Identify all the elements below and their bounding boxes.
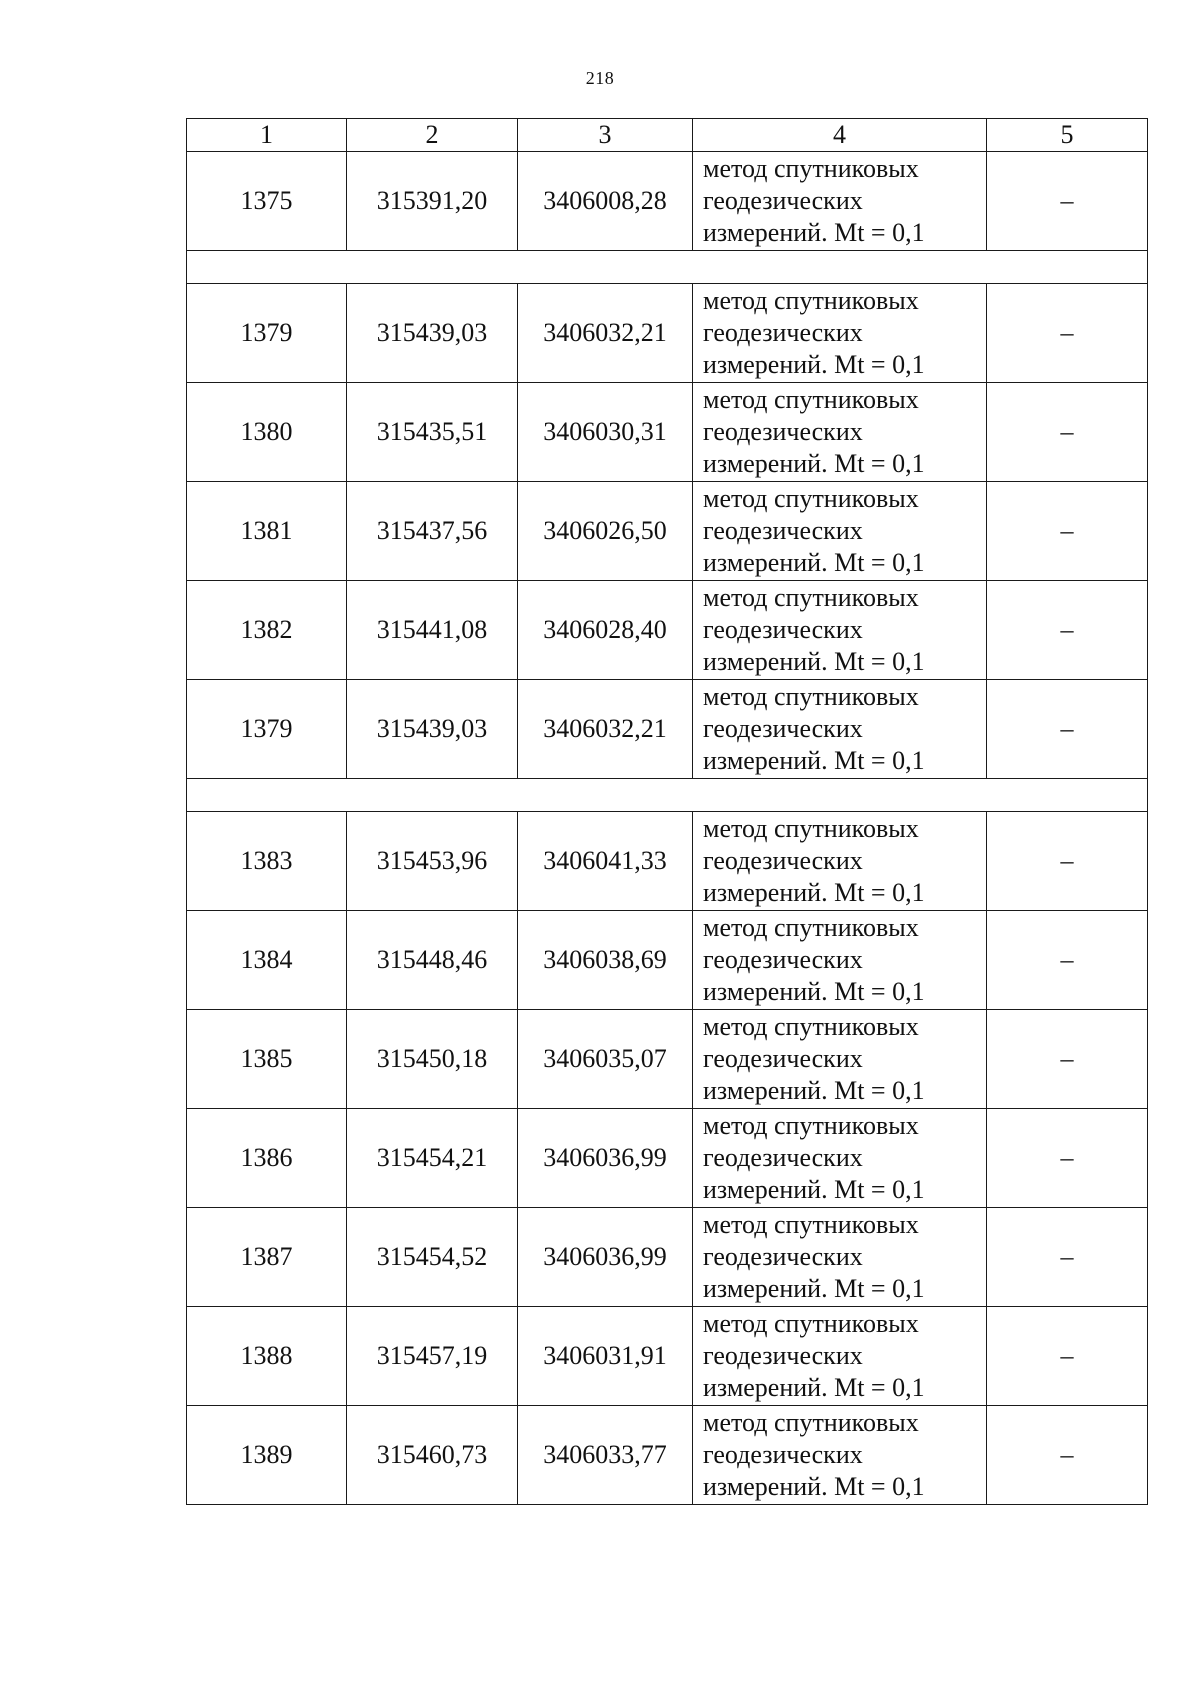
note-cell: – — [987, 284, 1148, 383]
note-cell: – — [987, 812, 1148, 911]
table-row — [187, 812, 1148, 911]
table-body — [187, 119, 1148, 1505]
point-number-cell: 1375 — [187, 152, 347, 251]
method-cell — [693, 1208, 987, 1307]
point-number-cell: 1382 — [187, 581, 347, 680]
method-line: геодезических — [703, 1440, 863, 1469]
method-line: геодезических — [703, 846, 863, 875]
method-line: метод спутниковых — [703, 1309, 919, 1338]
y-coordinate-cell: 3406036,99 — [518, 1109, 693, 1208]
point-number-cell: 1384 — [187, 911, 347, 1010]
separator-cell — [187, 251, 1148, 284]
x-coordinate-cell: 315391,20 — [347, 152, 518, 251]
point-number-cell: 1381 — [187, 482, 347, 581]
method-line: метод спутниковых — [703, 913, 919, 942]
method-line: метод спутниковых — [703, 583, 919, 612]
point-number-cell: 1389 — [187, 1406, 347, 1505]
method-line: метод спутниковых — [703, 814, 919, 843]
method-line: геодезических — [703, 186, 863, 215]
method-line: измерений. Mt = 0,1 — [703, 1274, 925, 1303]
method-line: измерений. Mt = 0,1 — [703, 218, 925, 247]
y-coordinate-cell: 3406030,31 — [518, 383, 693, 482]
table-row — [187, 1307, 1148, 1406]
column-header-3: 3 — [518, 119, 693, 152]
y-coordinate-cell: 3406032,21 — [518, 284, 693, 383]
point-number-cell: 1387 — [187, 1208, 347, 1307]
table-row — [187, 1406, 1148, 1505]
x-coordinate-cell: 315450,18 — [347, 1010, 518, 1109]
method-line: измерений. Mt = 0,1 — [703, 977, 925, 1006]
point-number-cell: 1380 — [187, 383, 347, 482]
table-row — [187, 284, 1148, 383]
method-line: геодезических — [703, 1143, 863, 1172]
method-line: измерений. Mt = 0,1 — [703, 449, 925, 478]
table-row — [187, 1109, 1148, 1208]
table-row — [187, 482, 1148, 581]
method-line: измерений. Mt = 0,1 — [703, 1175, 925, 1204]
table-row — [187, 383, 1148, 482]
method-line: геодезических — [703, 1044, 863, 1073]
table-row — [187, 581, 1148, 680]
x-coordinate-cell: 315453,96 — [347, 812, 518, 911]
point-number-cell: 1379 — [187, 284, 347, 383]
method-line: метод спутниковых — [703, 154, 919, 183]
note-cell: – — [987, 152, 1148, 251]
note-cell: – — [987, 1208, 1148, 1307]
method-line: геодезических — [703, 615, 863, 644]
method-line: метод спутниковых — [703, 385, 919, 414]
header-row — [187, 119, 1148, 152]
method-line: геодезических — [703, 714, 863, 743]
y-coordinate-cell: 3406026,50 — [518, 482, 693, 581]
y-coordinate-cell: 3406031,91 — [518, 1307, 693, 1406]
method-cell — [693, 1307, 987, 1406]
method-line: геодезических — [703, 945, 863, 974]
method-line: измерений. Mt = 0,1 — [703, 647, 925, 676]
method-cell — [693, 812, 987, 911]
y-coordinate-cell: 3406032,21 — [518, 680, 693, 779]
x-coordinate-cell: 315441,08 — [347, 581, 518, 680]
x-coordinate-cell: 315454,52 — [347, 1208, 518, 1307]
method-cell — [693, 680, 987, 779]
note-cell: – — [987, 1406, 1148, 1505]
method-cell — [693, 911, 987, 1010]
separator-cell — [187, 779, 1148, 812]
method-line: геодезических — [703, 1242, 863, 1271]
x-coordinate-cell: 315454,21 — [347, 1109, 518, 1208]
page-number: 218 — [585, 68, 615, 88]
method-cell — [693, 482, 987, 581]
method-line: метод спутниковых — [703, 1012, 919, 1041]
note-cell: – — [987, 581, 1148, 680]
method-cell — [693, 383, 987, 482]
method-line: измерений. Mt = 0,1 — [703, 350, 925, 379]
method-line: метод спутниковых — [703, 484, 919, 513]
x-coordinate-cell: 315460,73 — [347, 1406, 518, 1505]
column-header-1: 1 — [187, 119, 347, 152]
x-coordinate-cell: 315439,03 — [347, 680, 518, 779]
column-header-5: 5 — [987, 119, 1148, 152]
column-header-4: 4 — [693, 119, 987, 152]
method-line: измерений. Mt = 0,1 — [703, 1472, 925, 1501]
coordinates-table — [186, 118, 1148, 1505]
y-coordinate-cell: 3406038,69 — [518, 911, 693, 1010]
method-line: измерений. Mt = 0,1 — [703, 878, 925, 907]
method-cell — [693, 1010, 987, 1109]
point-number-cell: 1379 — [187, 680, 347, 779]
note-cell: – — [987, 1307, 1148, 1406]
method-line: измерений. Mt = 0,1 — [703, 1373, 925, 1402]
method-cell — [693, 152, 987, 251]
y-coordinate-cell: 3406035,07 — [518, 1010, 693, 1109]
method-line: геодезических — [703, 417, 863, 446]
table-row — [187, 152, 1148, 251]
method-cell — [693, 1109, 987, 1208]
y-coordinate-cell: 3406028,40 — [518, 581, 693, 680]
note-cell: – — [987, 1109, 1148, 1208]
x-coordinate-cell: 315439,03 — [347, 284, 518, 383]
x-coordinate-cell: 315437,56 — [347, 482, 518, 581]
method-line: метод спутниковых — [703, 682, 919, 711]
method-line: геодезических — [703, 516, 863, 545]
method-line: метод спутниковых — [703, 286, 919, 315]
method-cell — [693, 284, 987, 383]
y-coordinate-cell: 3406008,28 — [518, 152, 693, 251]
note-cell: – — [987, 1010, 1148, 1109]
table-row — [187, 680, 1148, 779]
method-line: метод спутниковых — [703, 1111, 919, 1140]
note-cell: – — [987, 482, 1148, 581]
point-number-cell: 1383 — [187, 812, 347, 911]
method-line: измерений. Mt = 0,1 — [703, 548, 925, 577]
x-coordinate-cell: 315435,51 — [347, 383, 518, 482]
method-line: метод спутниковых — [703, 1408, 919, 1437]
note-cell: – — [987, 911, 1148, 1010]
point-number-cell: 1388 — [187, 1307, 347, 1406]
note-cell: – — [987, 680, 1148, 779]
x-coordinate-cell: 315457,19 — [347, 1307, 518, 1406]
method-cell — [693, 1406, 987, 1505]
y-coordinate-cell: 3406036,99 — [518, 1208, 693, 1307]
x-coordinate-cell: 315448,46 — [347, 911, 518, 1010]
y-coordinate-cell: 3406033,77 — [518, 1406, 693, 1505]
method-line: измерений. Mt = 0,1 — [703, 1076, 925, 1105]
note-cell: – — [987, 383, 1148, 482]
method-line: геодезических — [703, 318, 863, 347]
method-line: геодезических — [703, 1341, 863, 1370]
method-line: измерений. Mt = 0,1 — [703, 746, 925, 775]
table-row — [187, 1208, 1148, 1307]
table-row — [187, 1010, 1148, 1109]
point-number-cell: 1385 — [187, 1010, 347, 1109]
separator-row — [187, 779, 1148, 812]
y-coordinate-cell: 3406041,33 — [518, 812, 693, 911]
separator-row — [187, 251, 1148, 284]
point-number-cell: 1386 — [187, 1109, 347, 1208]
table-row — [187, 911, 1148, 1010]
method-line: метод спутниковых — [703, 1210, 919, 1239]
method-cell — [693, 581, 987, 680]
column-header-2: 2 — [347, 119, 518, 152]
